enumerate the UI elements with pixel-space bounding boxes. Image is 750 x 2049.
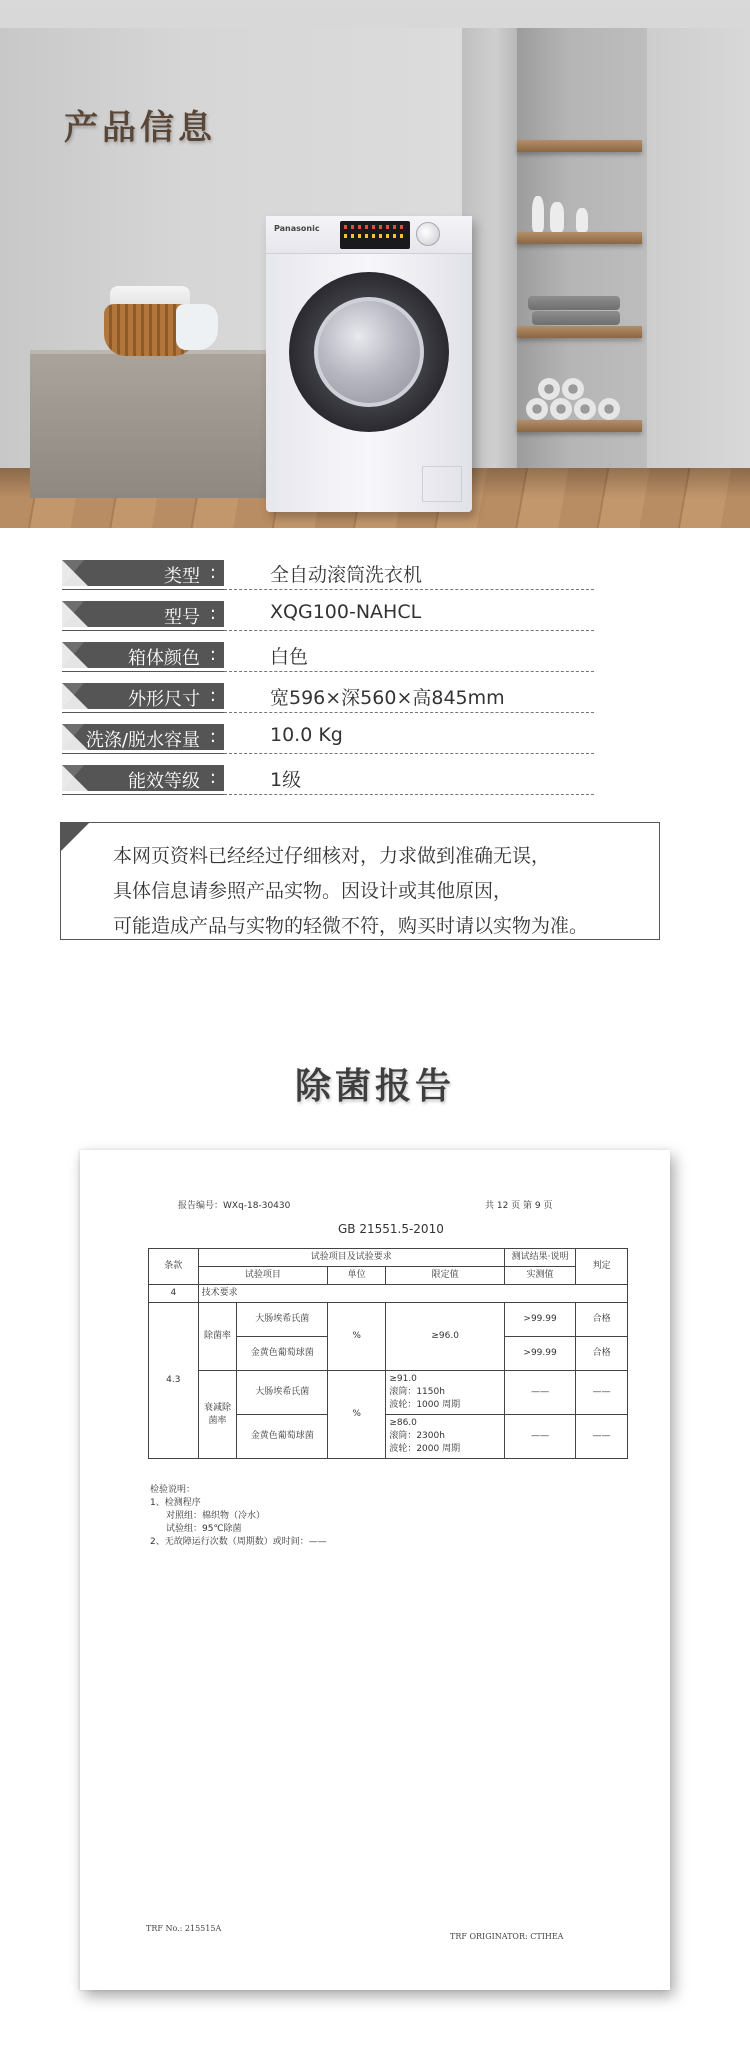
dashed-divider	[224, 794, 594, 795]
disclaimer-line: 具体信息请参照产品实物。因设计或其他原因，	[113, 880, 513, 902]
limit-cell	[386, 1415, 505, 1459]
divider	[62, 671, 224, 672]
header-judgement: 判定	[576, 1249, 628, 1285]
tag-corner	[62, 601, 88, 627]
standard-number: GB 21551.5-2010	[338, 1222, 444, 1236]
spec-label: 能效等级	[128, 771, 200, 792]
spec-label-tag	[62, 724, 224, 750]
header-items-requirements: 试验项目及试验要求	[198, 1249, 504, 1267]
corner-mark	[61, 823, 89, 851]
vase	[576, 208, 588, 232]
spec-colon: :	[209, 726, 216, 747]
spec-label: 箱体颜色	[128, 648, 200, 669]
judgement-cell: 合格	[576, 1303, 628, 1337]
spec-label-tag	[62, 765, 224, 791]
spec-row-dimensions	[62, 679, 532, 713]
rolled-towel	[562, 378, 584, 400]
note-line: 1、检测程序	[150, 1498, 201, 1508]
divider	[62, 794, 224, 795]
category-cell: 衰减除菌率	[198, 1371, 237, 1459]
program-knob	[416, 222, 440, 246]
report-number: 报告编号：WXq-18-30430	[178, 1201, 291, 1211]
spec-value: 10.0 Kg	[270, 724, 343, 746]
concrete-bench	[30, 350, 270, 498]
rolled-towel	[538, 378, 560, 400]
header-result-desc: 测试结果·说明	[504, 1249, 575, 1267]
spec-label-tag	[62, 683, 224, 709]
rolled-towel	[598, 398, 620, 420]
spec-row-model	[62, 597, 532, 631]
spec-value: 1级	[270, 769, 302, 791]
disclaimer-line: 本网页资料已经经过仔细核对，力求做到准确无误，	[113, 845, 551, 867]
section-cell: 技术要求	[198, 1285, 627, 1303]
dashed-divider	[224, 712, 594, 713]
note-line: 试验组：95℃除菌	[166, 1524, 242, 1534]
spec-label-tag	[62, 560, 224, 586]
header-measured: 实测值	[504, 1267, 575, 1285]
spec-label: 洗涤/脱水容量	[85, 730, 200, 751]
shelf	[517, 420, 642, 432]
shelf	[517, 326, 642, 338]
item-cell: 大肠埃希氏菌	[237, 1371, 328, 1415]
measured-cell: ——	[504, 1371, 575, 1415]
measured-cell: ——	[504, 1415, 575, 1459]
spec-row-type	[62, 556, 532, 590]
brand-logo: Panasonic	[274, 224, 320, 233]
washer-door-glass	[314, 297, 424, 407]
limit-line: ≥91.0	[389, 1374, 417, 1384]
spec-colon: :	[209, 685, 216, 706]
folded-towel	[532, 311, 620, 325]
unit-cell: %	[328, 1371, 386, 1459]
spec-colon: :	[209, 767, 216, 788]
report-document	[80, 1150, 670, 1990]
washing-machine-image	[266, 216, 472, 512]
indicator-lights	[344, 234, 406, 238]
header-unit: 单位	[328, 1267, 386, 1285]
item-cell: 金黄色葡萄球菌	[237, 1415, 328, 1459]
section-title-product-info: 产品信息	[64, 108, 216, 148]
wall-right	[647, 28, 750, 468]
folded-towel	[528, 296, 620, 310]
vase	[532, 196, 544, 232]
spec-row-capacity	[62, 720, 532, 754]
judgement-cell: 合格	[576, 1337, 628, 1371]
divider	[62, 712, 224, 713]
measured-cell: >99.99	[504, 1337, 575, 1371]
divider	[62, 753, 224, 754]
spec-value: 宽596×深560×高845mm	[270, 687, 505, 709]
limit-line: 滚筒：1150h	[389, 1387, 445, 1397]
spec-colon: :	[209, 562, 216, 583]
spec-label-tag	[62, 642, 224, 668]
rolled-towel	[526, 398, 548, 420]
notes-heading: 检验说明：	[150, 1485, 196, 1495]
tag-corner	[62, 642, 88, 668]
page-info: 共 12 页 第 9 页	[485, 1201, 553, 1211]
hero-banner	[0, 0, 750, 528]
shelf	[517, 140, 642, 152]
test-results-table	[148, 1248, 628, 1459]
dashed-divider	[224, 589, 594, 590]
tag-corner	[62, 683, 88, 709]
section-title-sterilization-report: 除菌报告	[294, 1065, 455, 1107]
divider	[62, 630, 224, 631]
spec-colon: :	[209, 603, 216, 624]
dashed-divider	[224, 753, 594, 754]
rolled-towel	[550, 398, 572, 420]
indicator-lights	[344, 225, 406, 229]
limit-line: 波轮：2000 周期	[389, 1444, 461, 1454]
tag-corner	[62, 724, 88, 750]
spec-row-energy-grade	[62, 761, 532, 795]
tag-corner	[62, 765, 88, 791]
spec-colon: :	[209, 644, 216, 665]
trf-originator: TRF ORIGINATOR: CTIHEA	[450, 1932, 564, 1941]
item-cell: 大肠埃希氏菌	[237, 1303, 328, 1337]
tag-corner	[62, 560, 88, 586]
trf-number: TRF No.: 215515A	[146, 1924, 222, 1933]
spec-value: 全自动滚筒洗衣机	[270, 564, 423, 586]
limit-line: ≥86.0	[389, 1418, 417, 1428]
judgement-cell: ——	[576, 1415, 628, 1459]
filter-cover	[422, 466, 462, 502]
dashed-divider	[224, 630, 594, 631]
spec-value: 白色	[270, 646, 309, 668]
divider	[62, 589, 224, 590]
note-line: 2、无故障运行次数（周期数）或时间：——	[150, 1537, 327, 1547]
header-test-item: 试验项目	[198, 1267, 327, 1285]
clause-cell: 4.3	[149, 1303, 199, 1459]
draped-towel	[176, 304, 218, 350]
spec-label: 型号	[164, 607, 200, 628]
disclaimer-box	[60, 822, 660, 940]
limit-line: 滚筒：2300h	[389, 1431, 445, 1441]
rolled-towel	[574, 398, 596, 420]
spec-label: 类型	[164, 566, 200, 587]
item-cell: 金黄色葡萄球菌	[237, 1337, 328, 1371]
vase	[550, 202, 564, 232]
header-limit: 限定值	[386, 1267, 505, 1285]
category-cell: 除菌率	[198, 1303, 237, 1371]
limit-line: 波轮：1000 周期	[389, 1400, 461, 1410]
shelf	[517, 232, 642, 244]
disclaimer-line: 可能造成产品与实物的轻微不符，购买时请以实物为准。	[113, 915, 589, 937]
spec-label-tag	[62, 601, 224, 627]
limit-cell: ≥96.0	[386, 1303, 505, 1371]
judgement-cell: ——	[576, 1371, 628, 1415]
dashed-divider	[224, 671, 594, 672]
note-line: 对照组：棉织物（冷水）	[166, 1511, 266, 1521]
clause-cell: 4	[149, 1285, 199, 1303]
header-clause: 条款	[149, 1249, 199, 1285]
spec-label: 外形尺寸	[128, 689, 200, 710]
limit-cell	[386, 1371, 505, 1415]
measured-cell: >99.99	[504, 1303, 575, 1337]
spec-value: XQG100-NAHCL	[270, 601, 422, 623]
spec-row-color	[62, 638, 532, 672]
unit-cell: %	[328, 1303, 386, 1371]
